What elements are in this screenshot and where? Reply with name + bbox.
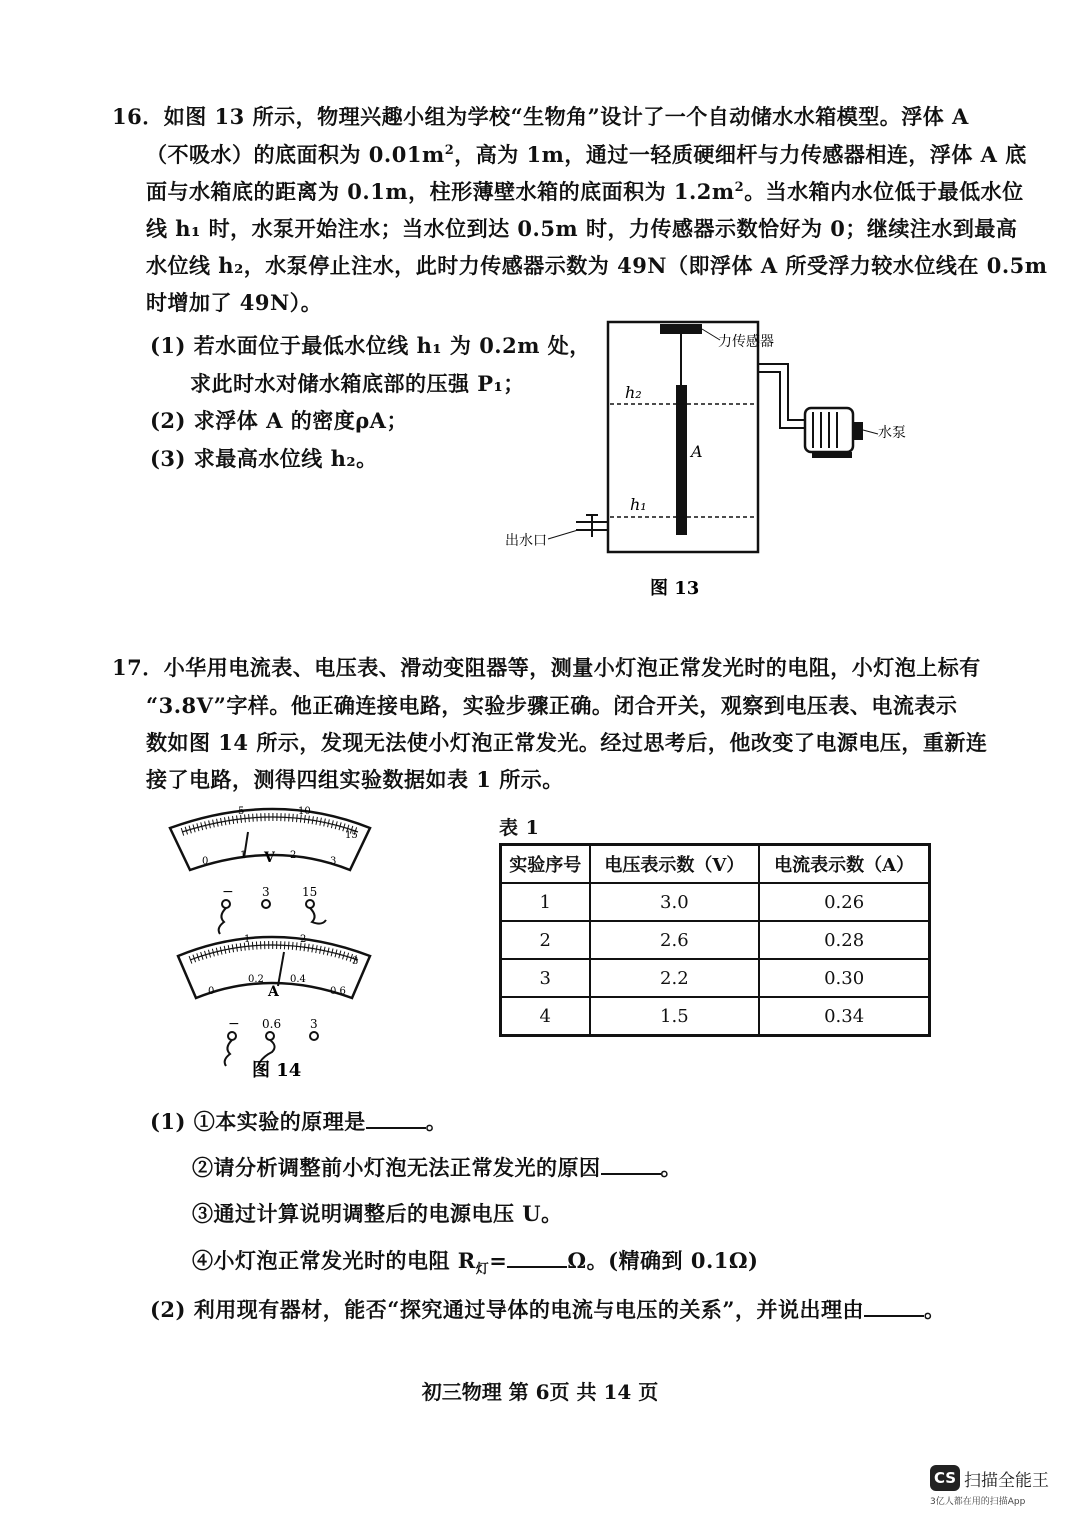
table-row bbox=[501, 883, 930, 921]
a-unit: A bbox=[268, 984, 279, 1000]
scanner-tagline: 3亿人都在用的扫描App bbox=[930, 1497, 1026, 1507]
scanner-watermark bbox=[930, 1465, 1060, 1513]
table-cell: 0.28 bbox=[759, 921, 929, 959]
q16-line-4: 线 h₁ 时，水泵开始注水；当水位到达 0.5m 时，力传感器示数恰好为 0；继续注水到最高 bbox=[146, 216, 1018, 241]
answer-blank-5[interactable] bbox=[864, 1297, 924, 1317]
v-top-15: 15 bbox=[345, 830, 358, 841]
label-pump: 水泵 bbox=[878, 425, 906, 441]
v-bot-0: 0 bbox=[202, 856, 209, 867]
v-term-neg: − bbox=[222, 884, 234, 900]
q16-part-2: (2) 求浮体 A 的密度ρA； bbox=[150, 408, 408, 433]
v-bot-3: 3 bbox=[330, 856, 337, 867]
figure-13-water-tank bbox=[500, 312, 920, 602]
cs-logo-icon: CS bbox=[930, 1465, 960, 1491]
float-A bbox=[676, 385, 687, 535]
table-cell: 1 bbox=[501, 883, 590, 921]
q17-sub-4: ④小灯泡正常发光时的电阻 $R_灯= \Omega$。(精确到 0.1Ω) bbox=[192, 1248, 759, 1278]
ammeter bbox=[178, 934, 370, 1000]
voltmeter bbox=[170, 806, 370, 870]
table-1 bbox=[499, 843, 931, 1037]
a-term-06: 0.6 bbox=[262, 1017, 282, 1031]
answer-blank-1[interactable] bbox=[366, 1109, 426, 1129]
v-top-10: 10 bbox=[298, 806, 311, 817]
q17-sub-2: ②请分析调整前小灯泡无法正常发光的原因 。 bbox=[192, 1155, 682, 1180]
answer-blank-4[interactable] bbox=[507, 1248, 567, 1268]
figure-14-meters bbox=[160, 800, 390, 1085]
page-footer: 初三物理 第 6页 共 14 页 bbox=[421, 1380, 659, 1404]
v-term-3: 3 bbox=[262, 885, 270, 899]
a-term-neg: − bbox=[228, 1016, 240, 1032]
figure-13-caption: 图 13 bbox=[650, 578, 700, 599]
label-A: A bbox=[691, 442, 703, 461]
v-bot-2: 2 bbox=[290, 850, 297, 861]
a-top-2: 2 bbox=[300, 934, 307, 945]
q16-line-1: 16．如图 13 所示，物理兴趣小组为学校“生物角”设计了一个自动储水水箱模型。浮体 A bbox=[112, 104, 969, 129]
table-header: 电压表示数（V） bbox=[590, 845, 760, 884]
table-cell: 0.26 bbox=[759, 883, 929, 921]
force-sensor bbox=[660, 324, 702, 334]
v-bot-1: 1 bbox=[240, 850, 247, 861]
a-top-3: 3 bbox=[352, 956, 359, 967]
v-term-15: 15 bbox=[302, 885, 318, 899]
q17-line-2: “3.8V”字样。他正确连接电路，实验步骤正确。闭合开关，观察到电压表、电流表示 bbox=[146, 693, 958, 718]
v-top-5: 5 bbox=[238, 806, 245, 817]
q16-line-3: 面与水箱底的距离为 0.1m，柱形薄壁水箱的底面积为 $1.2m^2$。当水箱内水位低于最低水位 bbox=[146, 179, 1024, 204]
a-term-3: 3 bbox=[310, 1017, 318, 1031]
table-cell: 0.34 bbox=[759, 997, 929, 1036]
table-cell: 2 bbox=[501, 921, 590, 959]
q17-line-1: 17．小华用电流表、电压表、滑动变阻器等，测量小灯泡正常发光时的电阻，小灯泡上标有 bbox=[112, 655, 981, 680]
a-bot-04: 0.4 bbox=[290, 974, 306, 985]
q16-line-5: 水位线 h₂，水泵停止注水，此时力传感器示数为 49N（即浮体 A 所受浮力较水位线在 0.5m bbox=[146, 253, 1048, 278]
scanner-brand: 扫描全能王 bbox=[964, 1471, 1049, 1491]
table-cell: 3 bbox=[501, 959, 590, 997]
figure-14-caption: 图 14 bbox=[252, 1060, 302, 1081]
table-cell: 3.0 bbox=[590, 883, 760, 921]
q17-line-4: 接了电路，测得四组实验数据如表 1 所示。 bbox=[146, 767, 564, 792]
table-1-title: 表 1 bbox=[499, 817, 540, 839]
table-header-row bbox=[501, 845, 930, 884]
q17-sub-3: ③通过计算说明调整后的电源电压 U。 bbox=[192, 1201, 563, 1226]
a-bot-02: 0.2 bbox=[248, 974, 264, 985]
table-row bbox=[501, 921, 930, 959]
table-row bbox=[501, 997, 930, 1036]
table-header: 电流表示数（A） bbox=[759, 845, 929, 884]
answer-blank-2[interactable] bbox=[601, 1155, 661, 1175]
table-header: 实验序号 bbox=[501, 845, 590, 884]
label-outlet: 出水口 bbox=[505, 533, 547, 549]
table-cell: 2.2 bbox=[590, 959, 760, 997]
table-cell: 2.6 bbox=[590, 921, 760, 959]
q16-part-3: (3) 求最高水位线 h₂。 bbox=[150, 446, 378, 471]
v-unit: V bbox=[264, 850, 275, 866]
table-cell: 0.30 bbox=[759, 959, 929, 997]
table-row bbox=[501, 959, 930, 997]
q17-sub-1: (1) ①本实验的原理是 。 bbox=[150, 1109, 448, 1134]
label-h1: h₁ bbox=[630, 495, 647, 514]
q17-line-3: 数如图 14 所示，发现无法使小灯泡正常发光。经过思考后，他改变了电源电压，重新连 bbox=[146, 730, 988, 755]
label-sensor: 力传感器 bbox=[718, 334, 774, 350]
table-cell: 4 bbox=[501, 997, 590, 1036]
q16-part-1a: (1) 若水面位于最低水位线 h₁ 为 0.2m 处， bbox=[150, 333, 591, 358]
q16-line-2: （不吸水）的底面积为 $0.01m^2$，高为 1m，通过一轻质硬细杆与力传感器相连，浮体 A 底 bbox=[146, 142, 1027, 167]
table-cell: 1.5 bbox=[590, 997, 760, 1036]
a-bot-06: 0.6 bbox=[330, 986, 346, 997]
water-pump bbox=[805, 408, 863, 458]
a-top-1: 1 bbox=[244, 934, 251, 945]
label-h2: h₂ bbox=[625, 383, 642, 402]
q16-part-1b: 求此时水对储水箱底部的压强 P₁； bbox=[190, 371, 525, 396]
a-bot-0: 0 bbox=[208, 986, 215, 997]
q16-line-6: 时增加了 49N）。 bbox=[146, 290, 323, 315]
q17-sub-5: (2) 利用现有器材，能否“探究通过导体的电流与电压的关系”，并说出理由 。 bbox=[150, 1297, 946, 1322]
